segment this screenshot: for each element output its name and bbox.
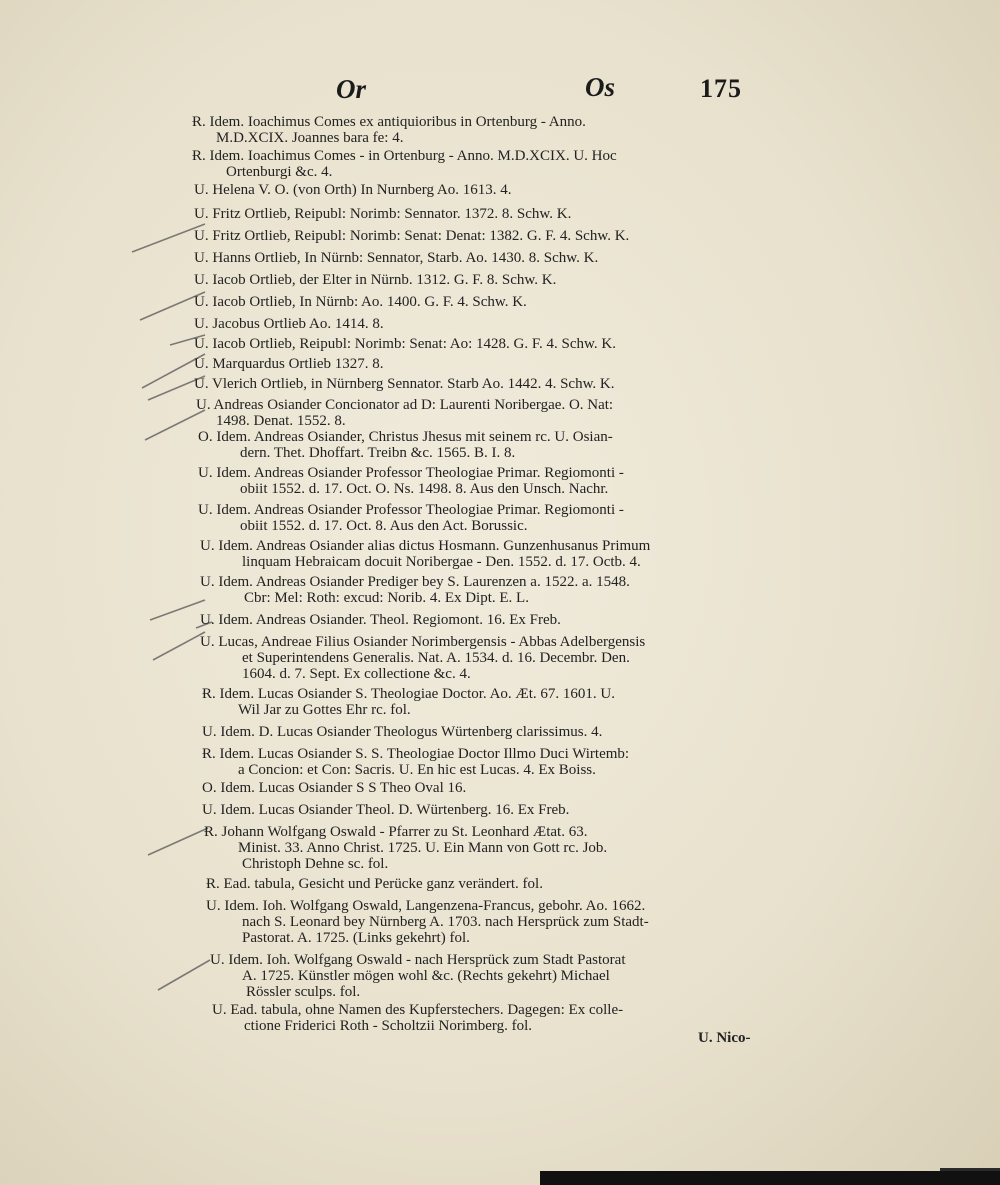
list-item: O. Idem. Andreas Osiander, Christus Jhesus mit seinem rc. U. Osian- dern. Thet. Dhoffart. Treibn &c. 1565. B. I. 8. [198,429,613,461]
catchword: U. Nico- [698,1030,751,1046]
list-item: Ɍ. Idem. Ioachimus Comes - in Ortenburg - Anno. M.D.XCIX. U. Hoc Ortenburgi &c. 4. [192,148,617,180]
list-item: U. Fritz Ortlieb, Reipubl: Norimb: Sennator. 1372. 8. Schw. K. [194,206,572,222]
list-item: U. Idem. D. Lucas Osiander Theologus Würtenberg clarissimus. 4. [202,724,603,740]
list-item: U. Helena V. O. (von Orth) In Nurnberg Ao. 1613. 4. [194,182,512,198]
list-item: U. Idem. Ioh. Wolfgang Oswald, Langenzena-Francus, gebohr. Ao. 1662. nach S. Leonard bey Nürnberg A. 1703. nach Hersprück zum Stadt- Pastorat. A. 1725. (Links gekehrt) fol. [206,898,649,946]
list-item: U. Iacob Ortlieb, Reipubl: Norimb: Senat: Ao: 1428. G. F. 4. Schw. K. [194,336,616,352]
list-item: U. Ead. tabula, ohne Namen des Kupferstechers. Dagegen: Ex colle- ctione Friderici Roth - Scholtzii Norimberg. fol. [212,1002,624,1034]
list-item: O. Idem. Lucas Osiander S S Theo Oval 16. [202,780,467,796]
list-item: U. Jacobus Ortlieb Ao. 1414. 8. [194,316,384,332]
list-item: U. Idem. Andreas Osiander Professor Theologiae Primar. Regiomonti - obiit 1552. d. 17. Oct. 8. Aus den Act. Borussic. [198,502,624,534]
list-item: U. Idem. Andreas Osiander. Theol. Regiomont. 16. Ex Freb. [200,612,561,628]
header-left: Or [336,74,367,104]
list-item: Ɍ. Johann Wolfgang Oswald - Pfarrer zu St. Leonhard Ætat. 63. Minist. 33. Anno Christ. 1725. U. Ein Mann von Gott rc. Job. Christoph Dehne sc. fol. [204,824,608,872]
list-item: U. Andreas Osiander Concionator ad D: Laurenti Noribergae. O. Nat: 1498. Denat. 1552. 8. [196,397,614,429]
list-item: U. Marquardus Ortlieb 1327. 8. [194,356,384,372]
list-item: Ɍ. Idem. Lucas Osiander S. S. Theologiae Doctor Illmo Duci Wirtemb: a Concion: et Con: Sacris. U. En hic est Lucas. 4. Ex Boiss. [202,746,630,778]
list-item: U. Fritz Ortlieb, Reipubl: Norimb: Senat: Denat: 1382. G. F. 4. Schw. K. [194,228,630,244]
list-item: U. Iacob Ortlieb, der Elter in Nürnb. 1312. G. F. 8. Schw. K. [194,272,557,288]
list-item: U. Idem. Andreas Osiander Prediger bey S. Laurenzen a. 1522. a. 1548. Cbr: Mel: Roth: excud: Norib. 4. Ex Dipt. E. L. [200,574,630,606]
list-item: Ɍ. Idem. Ioachimus Comes ex antiquioribus in Ortenburg - Anno. M.D.XCIX. Joannes bara fe: 4. [192,114,586,146]
list-item: Ɍ. Idem. Lucas Osiander S. Theologiae Doctor. Ao. Æt. 67. 1601. U. Wil Jar zu Gottes Ehr rc. fol. [202,686,615,718]
list-item: U. Vlerich Ortlieb, in Nürnberg Sennator. Starb Ao. 1442. 4. Schw. K. [194,376,615,392]
list-item: U. Idem. Andreas Osiander Professor Theologiae Primar. Regiomonti - obiit 1552. d. 17. Oct. O. Ns. 1498. 8. Aus den Unsch. Nachr. [198,465,624,497]
list-item: U. Iacob Ortlieb, In Nürnb: Ao. 1400. G. F. 4. Schw. K. [194,294,527,310]
header-center: Os [585,72,616,102]
list-item: U. Idem. Andreas Osiander alias dictus Hosmann. Gunzenhusanus Primum linquam Hebraicam docuit Noribergae - Den. 1552. d. 17. Octb. 4. [200,538,651,570]
list-item: U. Hanns Ortlieb, In Nürnb: Sennator, Starb. Ao. 1430. 8. Schw. K. [194,250,599,266]
list-item: U. Lucas, Andreae Filius Osiander Norimbergensis - Abbas Adelbergensis et Superintendens Generalis. Nat. A. 1534. d. 16. Decembr. Den. 1604. d. 7. Sept. Ex collectione &c. 4. [200,634,646,682]
list-item: Ɍ. Ead. tabula, Gesicht und Perücke ganz verändert. fol. [206,876,543,892]
list-item: U. Idem. Lucas Osiander Theol. D. Würtenberg. 16. Ex Freb. [202,802,570,818]
page-number: 175 [700,74,742,103]
list-item: U. Idem. Ioh. Wolfgang Oswald - nach Hersprück zum Stadt Pastorat A. 1725. Künstler mögen wohl &c. (Rechts gekehrt) Michael Rössler sculps. fol. [210,952,626,1000]
page-edge-shadow [540,1171,1000,1185]
